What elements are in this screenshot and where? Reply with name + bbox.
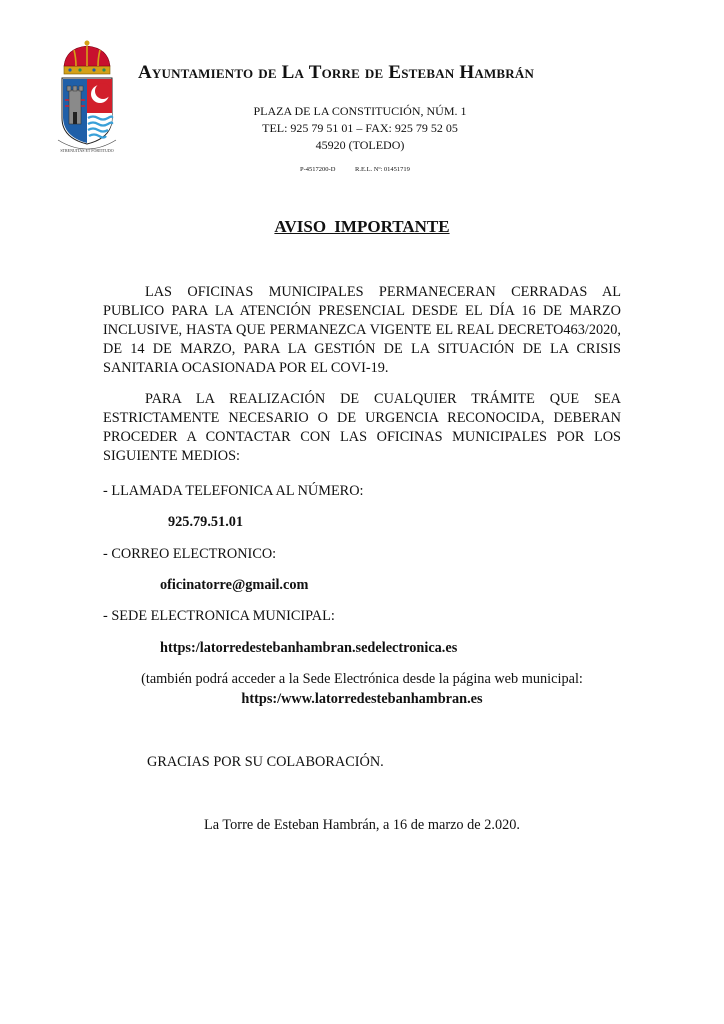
rel-code: R.E.L. Nº: 01451719 — [355, 166, 410, 173]
phone-number: 925.79.51.01 — [168, 514, 244, 530]
sede-label: - SEDE ELECTRONICA MUNICIPAL: — [103, 608, 335, 624]
paragraph-contact: PARA LA REALIZACIÓN DE CUALQUIER TRÁMITE QUE SEA ESTRICTAMENTE NECESARIO O DE URGENCIA RECONOCIDA, DEBERAN PROCEDER A CONTACTAR CON LAS OFICINAS MUNICIPALES POR LOS SIGUIENTE MEDIOS: — [103, 391, 621, 464]
municipal-crest-icon — [56, 40, 118, 155]
address-line: PLAZA DE LA CONSTITUCIÓN, NÚM. 1 — [253, 104, 467, 118]
svg-text:STRENUITAS ET FORTITUDO: STRENUITAS ET FORTITUDO — [60, 148, 114, 153]
cif-code: P-4517200-D — [300, 166, 336, 173]
web-url: https:/www.latorredestebanhambran.es — [241, 691, 483, 707]
web-note: (también podrá acceder a la Sede Electrónica desde la página web municipal: — [141, 671, 583, 687]
sede-url: https:/latorredestebanhambran.sedelectronica.es — [160, 640, 458, 656]
postal-line: 45920 (TOLEDO) — [315, 138, 405, 152]
email-label: - CORREO ELECTRONICO: — [103, 546, 277, 562]
notice-title: AVISO IMPORTANTE — [274, 217, 450, 236]
thanks-line: GRACIAS POR SU COLABORACIÓN. — [147, 754, 384, 770]
place-date: La Torre de Esteban Hambrán, a 16 de marzo de 2.020. — [204, 817, 520, 833]
municipality-title: Ayuntamiento de La Torre de Esteban Hambrán — [138, 62, 535, 83]
phone-fax-line: TEL: 925 79 51 01 – FAX: 925 79 52 05 — [262, 121, 458, 135]
registry-line — [300, 166, 428, 173]
address-block — [210, 103, 510, 154]
email-address: oficinatorre@gmail.com — [160, 577, 309, 593]
paragraph-closure: LAS OFICINAS MUNICIPALES PERMANECERAN CERRADAS AL PUBLICO PARA LA ATENCIÓN PRESENCIAL DESDE EL DÍA 16 DE MARZO INCLUSIVE, HASTA QUE PERMANEZCA VIGENTE EL REAL DECRETO463/2020, DE 14 DE MARZO, PARA LA GESTIÓN DE LA SITUACIÓN DE LA CRISIS SANITARIA OCASIONADA POR EL COVI-19. — [103, 284, 621, 376]
phone-label: - LLAMADA TELEFONICA AL NÚMERO: — [103, 483, 364, 499]
